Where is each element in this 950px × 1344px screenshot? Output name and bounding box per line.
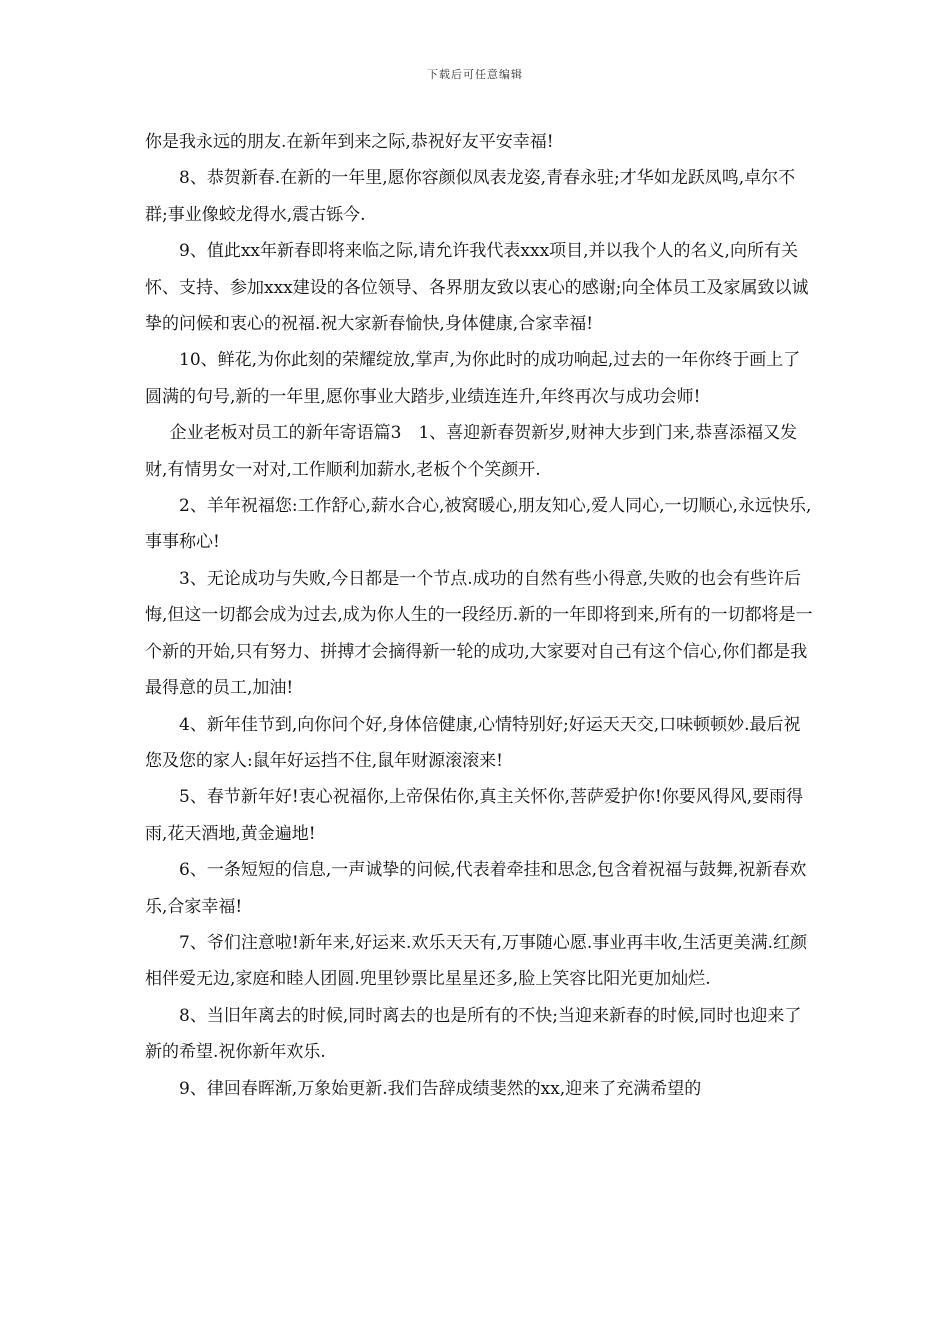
paragraph-6: 2、羊年祝福您:工作舒心,薪水合心,被窝暖心,朋友知心,爱人同心,一切顺心,永远快乐,事事称心! xyxy=(145,496,812,553)
paragraph-4: 10、鲜花,为你此刻的荣耀绽放,掌声,为你此时的成功响起,过去的一年你终于画上了圆满的句号,新的一年里,愿你事业大踏步,业绩连连升,年终再次与成功会师! xyxy=(145,350,801,407)
paragraph-5-section-heading: 企业老板对员工的新年寄语篇3 1、喜迎新春贺新岁,财神大步到门来,恭喜添福又发财,有情男女一对对,工作顺利加薪水,老板个个笑颜开. xyxy=(145,423,798,480)
paragraph-2: 8、恭贺新春.在新的一年里,愿你容颜似凤表龙姿,青春永驻;才华如龙跃凤鸣,卓尔不群;事业像蛟龙得水,震古铄今. xyxy=(145,168,796,225)
paragraph-1: 你是我永远的朋友.在新年到来之际,恭祝好友平安幸福! xyxy=(145,132,554,152)
paragraph-13: 9、律回春晖渐,万象始更新.我们告辞成绩斐然的xx,迎来了充满希望的 xyxy=(179,1078,702,1099)
document-body xyxy=(145,124,815,1107)
paragraph-8: 4、新年佳节到,向你问个好,身体倍健康,心情特别好;好运天天交,口味顿顿妙.最后祝您及您的家人:鼠年好运挡不住,鼠年财源滚滚来! xyxy=(145,714,801,771)
paragraph-3: 9、值此xx年新春即将来临之际,请允许我代表xxx项目,并以我个人的名义,向所有关怀、支持、参加xxx建设的各位领导、各界朋友致以衷心的感谢;向全体员工及家属致以诚挚的问候和衷心的祝福.祝大家新春愉快,身体健康,合家幸福! xyxy=(145,241,809,335)
paragraph-11: 7、爷们注意啦!新年来,好运来.欢乐天天有,万事随心愿.事业再丰收,生活更美满.红颜相伴爱无边,家庭和睦人团圆.兜里钞票比星星还多,脸上笑容比阳光更加灿烂. xyxy=(145,932,808,990)
paragraph-12: 8、当旧年离去的时候,同时离去的也是所有的不快;当迎来新春的时候,同时也迎来了新的希望.祝你新年欢乐. xyxy=(145,1005,802,1063)
paragraph-10: 6、一条短短的信息,一声诚挚的问候,代表着牵挂和思念,包含着祝福与鼓舞,祝新春欢乐,合家幸福! xyxy=(145,860,807,917)
page-header-note: 下载后可任意编辑 xyxy=(427,68,523,81)
paragraph-9: 5、春节新年好!衷心祝福你,上帝保佑你,真主关怀你,菩萨爱护你!你要风得风,要雨得雨,花天酒地,黄金遍地! xyxy=(145,787,804,844)
paragraph-7: 3、无论成功与失败,今日都是一个节点.成功的自然有些小得意,失败的也会有些许后悔,但这一切都会成为过去,成为你人生的一段经历.新的一年即将到来,所有的一切都将是一个新的开始,只有努力、拼搏才会摘得新一轮的成功,大家要对自己有这个信心,你们都是我最得意的员工,加油! xyxy=(145,568,813,699)
